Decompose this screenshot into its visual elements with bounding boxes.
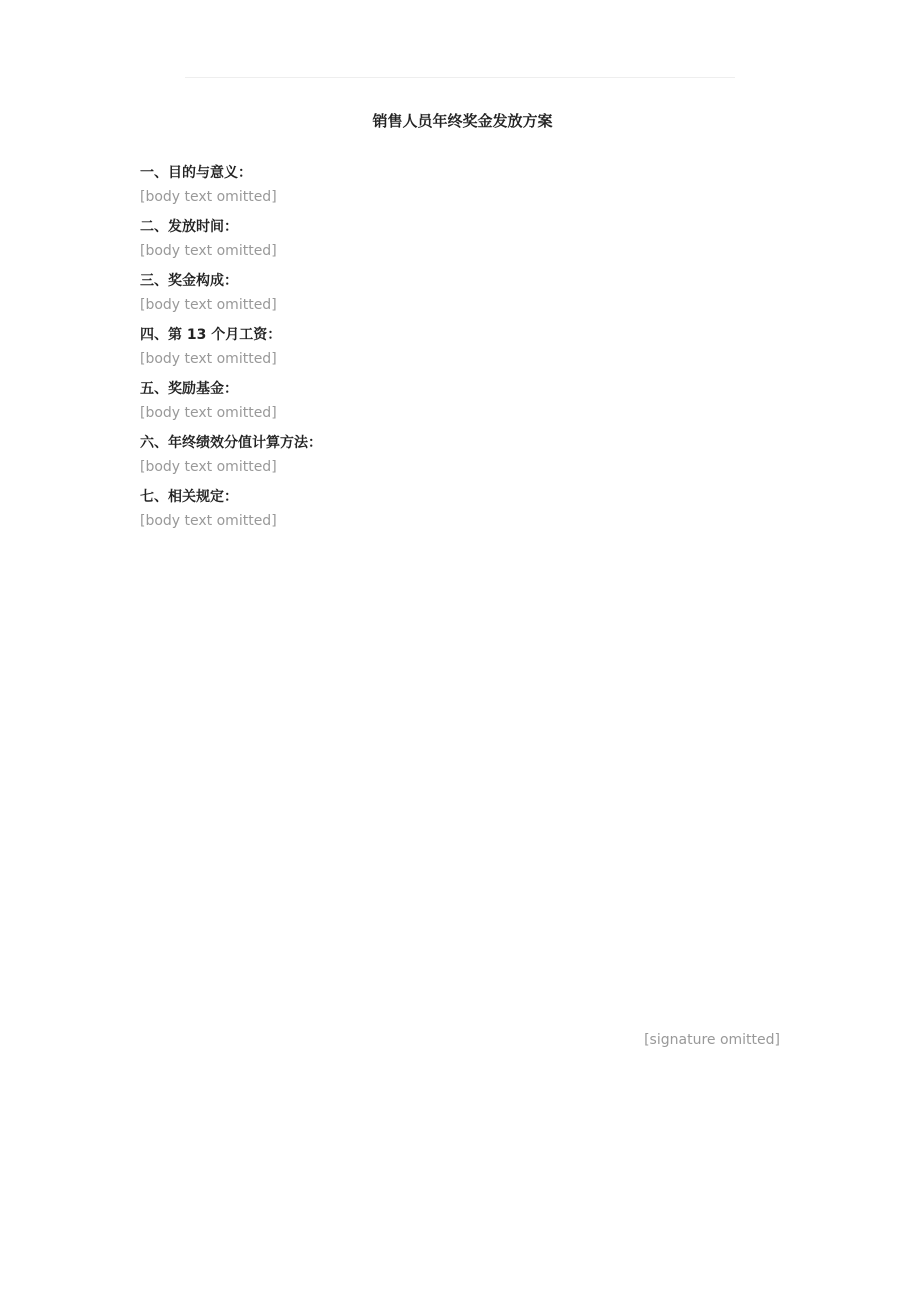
section-heading: 七、相关规定：: [140, 489, 238, 505]
section-body: [body text omitted]: [140, 189, 277, 205]
section-body: [body text omitted]: [140, 243, 277, 259]
section-body: [body text omitted]: [140, 297, 277, 313]
section-heading: 四、第 13 个月工资：: [140, 327, 282, 343]
section-6: [140, 431, 785, 479]
section-body: [body text omitted]: [140, 351, 277, 367]
section-4: [140, 323, 785, 371]
document-title: 销售人员年终奖金发放方案: [372, 112, 553, 130]
section-heading: 三、奖金构成：: [140, 273, 238, 289]
section-body: [body text omitted]: [140, 513, 277, 529]
section-heading: 五、奖励基金：: [140, 381, 238, 397]
section-heading: 六、年终绩效分值计算方法：: [140, 435, 322, 451]
section-body: [body text omitted]: [140, 459, 277, 475]
section-5: [140, 377, 785, 425]
section-body: [body text omitted]: [140, 405, 277, 421]
document-page: [140, 110, 785, 533]
section-2: [140, 215, 785, 263]
top-divider: [185, 77, 735, 78]
section-heading: 一、目的与意义：: [140, 165, 252, 181]
signature-block: [signature omitted]: [644, 1032, 780, 1048]
section-heading: 二、发放时间：: [140, 219, 238, 235]
section-3: [140, 269, 785, 317]
section-7: [140, 485, 785, 533]
section-1: [140, 161, 785, 209]
